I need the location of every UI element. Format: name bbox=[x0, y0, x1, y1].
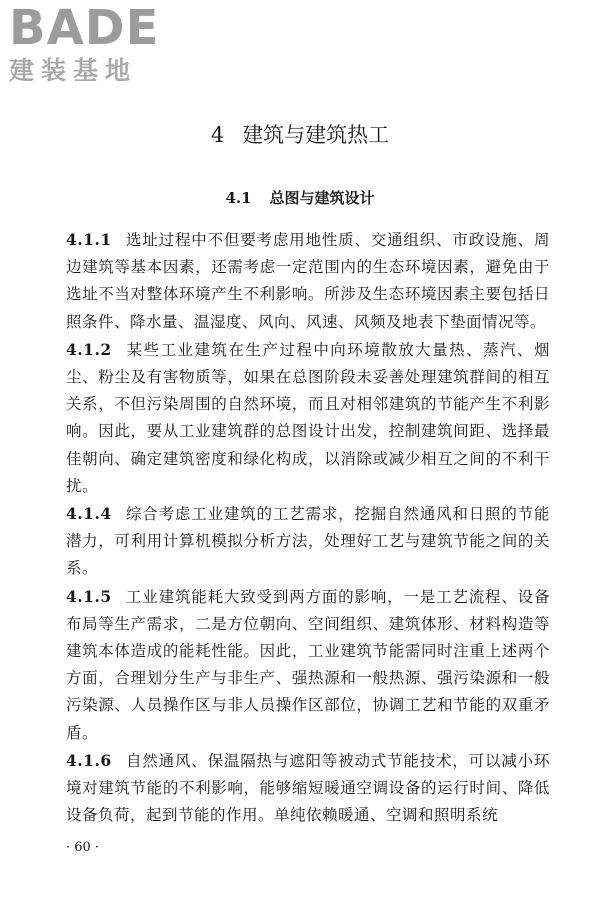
clause-text: 工业建筑能耗大致受到两方面的影响，一是工艺流程、设备布局等生产需求，二是方位朝向、空间组织、建筑体形、材料构造等建筑本体造成的能耗性能。因此，工业建筑节能需同时注重上述两个方面，合理划分生产与非生产、强热源和一般热源、强污染源和一般污染源、人员操作区与非人员操作区部位，协调工艺和节能的双重矛盾。 bbox=[66, 587, 550, 742]
clause-paragraph bbox=[66, 747, 550, 830]
clause-text: 综合考虑工业建筑的工艺需求，挖掘自然通风和日照的节能潜力，可利用计算机模拟分析方法，处理好工艺与建筑节能之间的关系。 bbox=[66, 505, 550, 578]
clause-number: 4.1.2 bbox=[66, 339, 112, 359]
clause-number: 4.1.4 bbox=[66, 504, 112, 524]
chapter-title: 建筑与建筑热工 bbox=[242, 123, 390, 147]
bade-logo bbox=[9, 0, 174, 86]
section-number: 4.1 bbox=[225, 189, 252, 207]
section-heading bbox=[0, 186, 600, 210]
logo-subtitle: 建装基地 bbox=[9, 56, 138, 85]
clause-number: 4.1.5 bbox=[66, 586, 112, 606]
clause-paragraph bbox=[66, 226, 550, 336]
logo-wordmark: BADE bbox=[9, 0, 160, 56]
section-title: 总图与建筑设计 bbox=[269, 189, 375, 207]
clause-paragraph bbox=[66, 336, 550, 500]
clause-text: 选址过程中不但要考虑用地性质、交通组织、市政设施、周边建筑等基本因素，还需考虑一定范围内的生态环境因素，避免由于选址不当对整体环境产生不利影响。所涉及生态环境因素主要包括日照条件、降水量、温湿度、风向、风速、风频及地表下垫面情况等。 bbox=[66, 231, 550, 331]
clause-number: 4.1.6 bbox=[66, 750, 112, 770]
clause-paragraph bbox=[66, 500, 550, 583]
clause-text: 某些工业建筑在生产过程中向环境散放大量热、蒸汽、烟尘、粉尘及有害物质等，如果在总图阶段未妥善处理建筑群间的相互关系，不但污染周围的自然环境，而且对相邻建筑的节能产生不利影响。因此，要从工业建筑群的总图设计出发，控制建筑间距、选择最佳朝向、确定建筑密度和绿化构成，以消除或减少相互之间的不利干扰。 bbox=[66, 340, 550, 495]
clause-text: 自然通风、保温隔热与遮阳等被动式节能技术，可以减小环境对建筑节能的不利影响，能够缩短暖通空调设备的运行时间、降低设备负荷，起到节能的作用。单纯依赖暖通、空调和照明系统 bbox=[66, 751, 550, 825]
clause-number: 4.1.1 bbox=[66, 230, 112, 249]
chapter-number: 4 bbox=[210, 123, 225, 147]
clause-paragraph bbox=[66, 583, 550, 747]
page-number: · 60 · bbox=[65, 840, 100, 855]
body-text bbox=[66, 226, 550, 829]
chapter-heading bbox=[0, 120, 600, 150]
